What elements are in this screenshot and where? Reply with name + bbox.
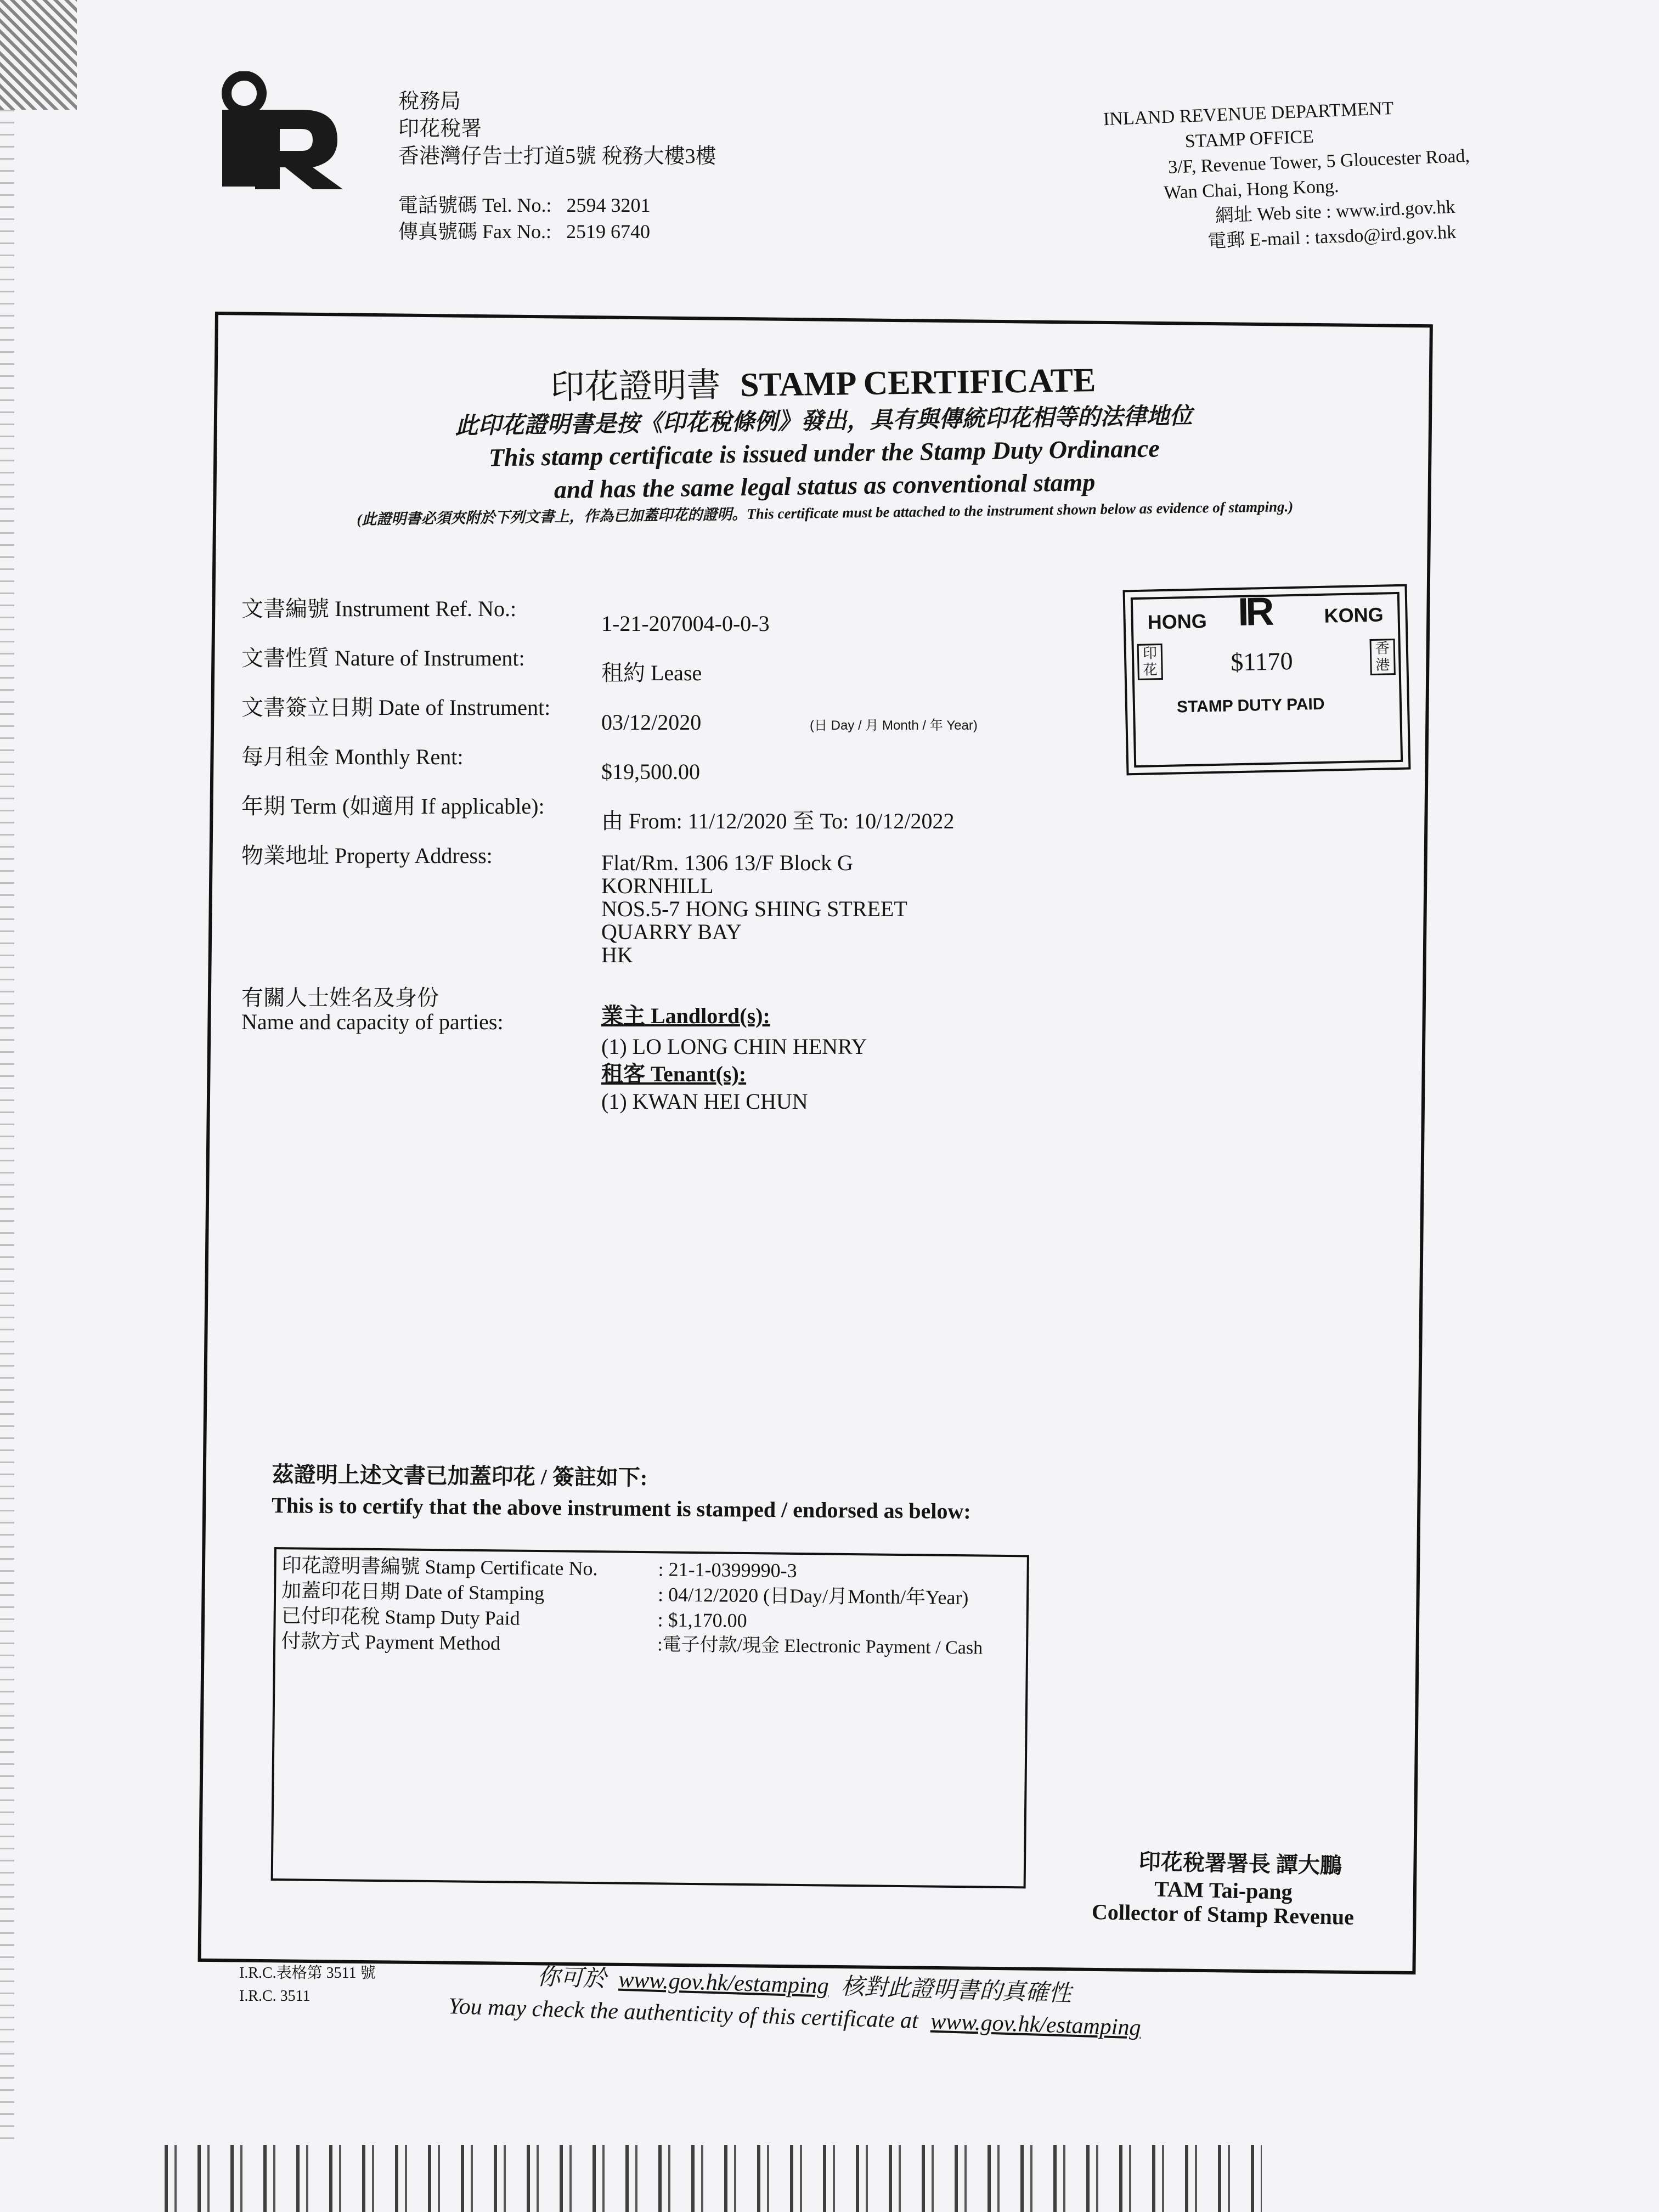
scan-edge-left xyxy=(0,110,14,2140)
stamping-date-value: : 04/12/2020 (日Day/月Month/年Year) xyxy=(657,1583,969,1609)
stamping-date-label: 加蓋印花日期 Date of Stamping xyxy=(281,1579,545,1605)
title-block xyxy=(214,354,1434,532)
subtitle-en-2: and has the same legal status as conventional stamp xyxy=(554,468,1096,504)
date-format-hint: (日 Day / 月 Month / 年 Year) xyxy=(810,718,978,733)
payment-method-value: :電子付款/現金 Electronic Payment / Cash xyxy=(657,1634,983,1658)
ref-value: 1-21-207004-0-0-3 xyxy=(601,611,770,636)
date-label: 文書簽立日期 Date of Instrument: xyxy=(241,695,551,720)
duty-paid-label: 已付印花稅 Stamp Duty Paid xyxy=(281,1605,520,1629)
rent-label: 每月租金 Monthly Rent: xyxy=(241,744,464,769)
office-name-en: STAMP OFFICE xyxy=(1184,126,1314,152)
form-number xyxy=(239,1962,376,2008)
header-right xyxy=(1029,93,1473,262)
tenant-heading: 租客 Tenant(s): xyxy=(601,1062,747,1086)
rent-value: $19,500.00 xyxy=(601,759,700,784)
tenant-name: (1) KWAN HEI CHUN xyxy=(601,1089,808,1114)
address-line: NOS.5-7 HONG SHING STREET xyxy=(601,896,907,921)
endorsement-box xyxy=(271,1547,1029,1888)
nature-label: 文書性質 Nature of Instrument: xyxy=(241,646,525,670)
check-cn-post: 核對此證明書的真確性 xyxy=(840,1974,1072,2007)
parties-label-cn: 有關人士姓名及身份 xyxy=(241,985,439,1010)
cert-no-label: 印花證明書編號 Stamp Certificate No. xyxy=(281,1554,598,1580)
stamp-ir-logo: IR xyxy=(1237,589,1272,635)
parties-label-en: Name and capacity of parties: xyxy=(241,1009,504,1034)
field-values xyxy=(601,610,978,1117)
collector-name-en: TAM Tai-pang xyxy=(1154,1876,1293,1904)
date-value: 03/12/2020 xyxy=(601,710,702,735)
fax-value: 2519 6740 xyxy=(566,221,651,242)
address-block xyxy=(601,851,955,967)
scan-noise-bottom xyxy=(165,2145,1262,2212)
endorsement-values xyxy=(657,1556,1026,1661)
authenticity-note xyxy=(448,1959,1217,2046)
term-label: 年期 Term (如適用 If applicable): xyxy=(241,794,545,819)
dept-name-cn: 稅務局 xyxy=(398,90,461,113)
endorsement-heading-cn: 茲證明上述文書已加蓋印花 / 簽註如下: xyxy=(272,1462,648,1490)
stamp-seal-right: 香港 xyxy=(1369,639,1395,675)
field-labels xyxy=(241,595,550,1034)
address-en-1: 3/F, Revenue Tower, 5 Gloucester Road, xyxy=(1167,145,1470,178)
signature-block xyxy=(1064,1846,1384,1930)
form-number-cn: I.R.C.表格第 3511 號 xyxy=(239,1965,376,1982)
subtitle-cn: 此印花證明書是按《印花稅條例》發出，具有與傳統印花相等的法律地位 xyxy=(455,403,1193,439)
scan-noise-corner xyxy=(0,0,77,110)
email-value[interactable]: taxsdo@ird.gov.hk xyxy=(1314,222,1457,248)
header-left xyxy=(398,88,716,245)
check-en-pre: You may check the authenticity of this certificate at xyxy=(448,1993,919,2034)
landlord-name: (1) LO LONG CHIN HENRY xyxy=(601,1034,867,1059)
stamp-amount: $1170 xyxy=(1230,647,1294,676)
title-cn: 印花證明書 xyxy=(550,366,721,407)
duty-paid-value: : $1,170.00 xyxy=(657,1609,747,1632)
term-value: 由 From: 11/12/2020 至 To: 10/12/2022 xyxy=(601,809,955,833)
subtitle-en-1: This stamp certificate is issued under the Stamp Duty Ordinance xyxy=(488,434,1160,472)
check-url-cn[interactable]: www.gov.hk/estamping xyxy=(618,1967,830,1999)
ref-label: 文書編號 Instrument Ref. No.: xyxy=(241,596,517,621)
collector-title-cn: 印花稅署署長 譚大鵬 xyxy=(1138,1849,1342,1878)
email-label: 電郵 E-mail : xyxy=(1207,227,1311,252)
stamp-kong: KONG xyxy=(1324,603,1384,627)
title-en: STAMP CERTIFICATE xyxy=(740,362,1096,404)
address-cn: 香港灣仔告士打道5號 稅務大樓3樓 xyxy=(398,145,716,168)
tel-value: 2594 3201 xyxy=(566,194,651,216)
address-line: Flat/Rm. 1306 13/F Block G xyxy=(601,850,853,875)
website-label: 網址 Web site : xyxy=(1215,201,1332,227)
attachment-note: (此證明書必須夾附於下列文書上，作為已加蓋印花的證明。This certificate must be attached to the instrument shown below as evidence of stamping.) xyxy=(357,498,1294,528)
stamp-seal-left: 印花 xyxy=(1137,644,1163,680)
website-value[interactable]: www.ird.gov.hk xyxy=(1335,196,1456,222)
endorsement-heading-en: This is to certify that the above instrument is stamped / endorsed as below: xyxy=(272,1492,971,1524)
address-en-2: Wan Chai, Hong Kong. xyxy=(1163,176,1340,204)
dept-name-en: INLAND REVENUE DEPARTMENT xyxy=(1103,98,1394,130)
ird-logo-icon xyxy=(219,71,346,198)
payment-method-label: 付款方式 Payment Method xyxy=(280,1630,501,1655)
landlord-heading: 業主 Landlord(s): xyxy=(601,1003,770,1028)
form-number-en: I.R.C. 3511 xyxy=(239,1988,311,2005)
address-line: HK xyxy=(601,943,633,967)
fax-label: 傳真號碼 Fax No.: xyxy=(398,221,552,242)
endorsement-labels xyxy=(281,1553,598,1657)
endorsement-heading xyxy=(272,1459,971,1527)
stamp-caption: STAMP DUTY PAID xyxy=(1176,695,1325,716)
stamp-hong: HONG xyxy=(1147,610,1207,634)
check-cn-pre: 你可於 xyxy=(537,1965,607,1992)
nature-value: 租約 Lease xyxy=(601,661,702,685)
address-line: KORNHILL xyxy=(601,873,714,898)
tel-label: 電話號碼 Tel. No.: xyxy=(398,194,552,216)
check-url-en[interactable]: www.gov.hk/estamping xyxy=(930,2008,1142,2041)
address-label: 物業地址 Property Address: xyxy=(241,843,493,868)
cert-no-value: : 21-1-0399990-3 xyxy=(658,1558,797,1582)
stamp-duty-paid-stamp xyxy=(1123,584,1411,776)
address-line: QUARRY BAY xyxy=(601,919,742,944)
collector-title-en: Collector of Stamp Revenue xyxy=(1091,1899,1355,1929)
office-name-cn: 印花稅署 xyxy=(398,117,482,140)
